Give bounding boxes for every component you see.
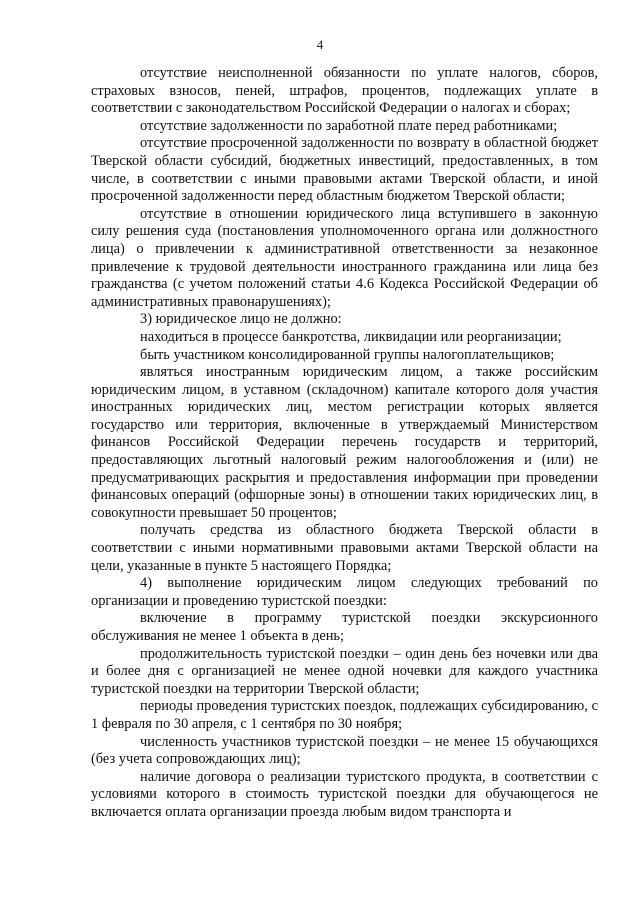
page-number: 4 [316, 37, 324, 52]
document-body [91, 65, 598, 822]
paragraph: находиться в процессе банкротства, ликвидации или реорганизации; [140, 328, 562, 345]
paragraph: быть участником консолидированной группы налогоплательщиков; [140, 346, 555, 363]
paragraph: включение в программу туристской поездки экскурсионного обслуживания не менее 1 объекта в день; [91, 610, 598, 644]
paragraph: периоды проведения туристских поездок, подлежащих субсидированию, с 1 февраля по 30 апреля, с 1 сентября по 30 ноября; [91, 698, 598, 732]
paragraph: отсутствие неисполненной обязанности по уплате налогов, сборов, страховых взносов, пеней, штрафов, процентов, подлежащих уплате в соответствии с законодательством Российской Федерации о налогах и сборах; [91, 65, 598, 117]
paragraph: получать средства из областного бюджета Тверской области в соответствии с иными нормативными правовыми актами Тверской области на цели, указанные в пункте 5 настоящего Порядка; [91, 522, 598, 574]
paragraph: 4) выполнение юридическим лицом следующих требований по организации и проведению туристской поездки: [91, 575, 598, 609]
paragraph: 3) юридическое лицо не должно: [140, 311, 342, 328]
paragraph: отсутствие просроченной задолженности по возврату в областной бюджет Тверской области субсидий, бюджетных инвестиций, предоставленных, в том числе, в соответствии с иными правовыми актами Тверской области, и иной просроченной задолженности перед областным бюджетом Тверской области; [91, 135, 598, 205]
paragraph: отсутствие задолженности по заработной плате перед работниками; [140, 117, 558, 134]
paragraph: отсутствие в отношении юридического лица вступившего в законную силу решения суда (постановления уполномоченного органа или должностного лица) о привлечении к административной ответственности за незаконное привлечение к трудовой деятельности иностранного гражданина или лица без гражданства (с учетом положений статьи 4.6 Кодекса Российской Федерации об административных правонарушениях); [91, 205, 598, 310]
paragraph: наличие договора о реализации туристского продукта, в соответствии с условиями которого в стоимость туристской поездки для обучающегося не включается оплата организации проезда любым видом транспорта и [91, 768, 598, 820]
paragraph: являться иностранным юридическим лицом, а также российским юридическим лицом, в уставном (складочном) капитале которого доля участия иностранных юридических лиц, местом регистрации которых является государство или территория, включенные в утверждаемый Министерством финансов Российской Федерации перечень государств и территорий, предоставляющих льготный налоговый режим налогообложения и (или) не предусматривающих раскрытия и предоставления информации при проведении финансовых операций (офшорные зоны) в отношении таких юридических лиц, в совокупности превышает 50 процентов; [91, 364, 598, 521]
paragraph: численность участников туристской поездки – не менее 15 обучающихся (без учета сопровождающих лиц); [91, 733, 598, 768]
paragraph: продолжительность туристской поездки – один день без ночевки или два и более дня с организацией не менее одной ночевки для каждого участника туристской поездки на территории Тверской области; [91, 645, 598, 697]
